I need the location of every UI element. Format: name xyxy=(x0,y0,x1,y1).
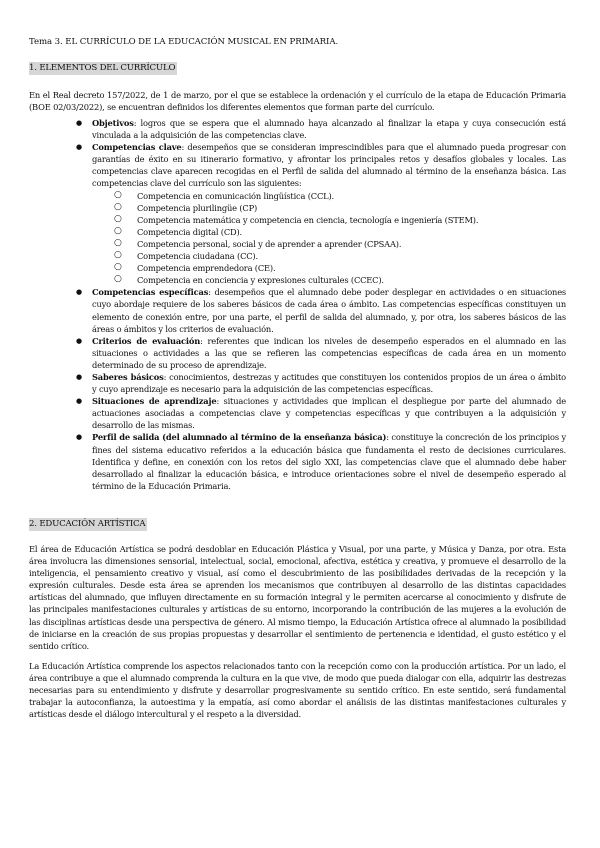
sub-item: ○ Competencia emprendedora (CE). xyxy=(114,262,276,274)
bullet-icon: ● xyxy=(76,372,82,381)
list-item-situaciones-aprendizaje xyxy=(29,395,566,431)
curriculum-elements-list xyxy=(29,117,566,492)
item-term: Perfil de salida (del alumnado al término de la enseñanza básica) xyxy=(92,432,387,443)
key-competences-list xyxy=(92,190,566,287)
item-term: Saberes básicos xyxy=(92,371,164,382)
circle-bullet-icon: ○ xyxy=(114,262,122,273)
bullet-icon: ● xyxy=(76,336,82,345)
circle-bullet-icon: ○ xyxy=(114,201,122,212)
circle-bullet-icon: ○ xyxy=(114,225,122,236)
sub-item: ○ Competencia en comunicación lingüística (CCL). xyxy=(114,189,334,201)
bullet-icon: ● xyxy=(76,397,82,406)
bullet-icon: ● xyxy=(76,288,82,297)
sub-item: ○ Competencia plurilingüe (CP) xyxy=(114,201,258,213)
list-item-competencias-especificas xyxy=(29,286,566,334)
circle-bullet-icon: ○ xyxy=(114,250,122,261)
item-term: Competencias específicas xyxy=(92,287,209,298)
list-item-competencias-clave xyxy=(29,141,566,286)
list-item-saberes-basicos xyxy=(29,371,566,395)
circle-bullet-icon: ○ xyxy=(114,213,122,224)
section-1-heading: 1. ELEMENTOS DEL CURRÍCULO xyxy=(29,63,176,73)
bullet-icon: ● xyxy=(76,433,82,442)
list-item-perfil-salida xyxy=(29,431,566,491)
circle-bullet-icon: ○ xyxy=(114,237,122,248)
section-2-heading: 2. EDUCACIÓN ARTÍSTICA xyxy=(29,519,146,529)
circle-bullet-icon: ○ xyxy=(114,189,122,200)
bullet-icon: ● xyxy=(76,143,82,152)
section-1-intro: En el Real decreto 157/2022, de 1 de marzo, por el que se establece la ordenación y el currículo de la etapa de Educación Primaria (BOE 02/03/2022), se encuentran definidos los diferentes elementos que forman parte del currículo. xyxy=(29,90,566,113)
item-text: : desempeños que el alumnado debe poder desplegar en actividades o en situaciones cuyo abordaje requiere de los saberes básicos de cada área o ámbito. Las competencias específicas constituyen un elemento de conexión entre, por una parte, el perfil de salida del alumnado, y, por otra, los saberes básicos de las áreas o ámbitos y los criterios de evaluación. xyxy=(92,287,567,334)
item-text: : referentes que indican los niveles de desempeño esperados en el alumnado en las situaciones o actividades a las que se refieren las competencias específicas de cada área en un momento determinado de su proceso de aprendizaje. xyxy=(92,335,566,370)
section-2-paragraph-2: La Educación Artística comprende los aspectos relacionados tanto con la recepción como con la producción artística. Por un lado, el área contribuye a que el alumnado comprenda la cultura en la que vive, de modo que pueda dialogar con ella, adquirir las destrezas necesarias para su entendimiento y disfrute y desarrollar progresivamente su sentido crítico. En este sentido, será fundamental trabajar la autoconfianza, la autoestima y la empatía, así como abordar el análisis de las distintas manifestaciones culturales y artísticas desde el diálogo intercultural y el respeto a la diversidad. xyxy=(29,661,566,720)
item-term: Situaciones de aprendizaje xyxy=(92,396,217,407)
list-item-objetivos xyxy=(29,117,566,141)
circle-bullet-icon: ○ xyxy=(114,274,122,285)
document-title: Tema 3. EL CURRÍCULO DE LA EDUCACIÓN MUSICAL EN PRIMARIA. xyxy=(29,37,339,47)
item-text: : constituye la concreción de los principios y fines del sistema educativo referidos a la educación básica que fundamenta el resto de decisiones curriculares. Identifica y define, en conexión con los retos del siglo XXI, las competencias clave que el alumnado debe haber desarrollado al finalizar la educación básica, e introduce orientaciones sobre el nivel de desempeño esperado al término de la Educación Primaria. xyxy=(92,432,566,491)
bullet-icon: ● xyxy=(76,119,82,127)
section-2-paragraph-1: El área de Educación Artística se podrá desdoblar en Educación Plástica y Visual, por una parte, y Música y Danza, por otra. Esta área involucra las dimensiones sensorial, intelectual, social, emocional, afectiva, estética y creativa, y promueve el desarrollo de la inteligencia, el pensamiento creativo y visual, así como el descubrimiento de las posibilidades derivadas de la recepción y la expresión culturales. Desde esta área se aprenden los mecanismos que contribuyen al desarrollo de las distintas capacidades artísticas del alumnado, que influyen directamente en su formación integral y le permiten acercarse al conocimiento y disfrute de las principales manifestaciones culturales y artísticas de su entorno, incorporando la contribución de las mujeres a la evolución de las disciplinas artísticas desde una perspectiva de género. Al mismo tiempo, la Educación Artística ofrece al alumnado la posibilidad de iniciarse en la creación de sus propias propuestas y desarrollar el sentimiento de pertenencia e identidad, el gusto estético y el sentido crítico. xyxy=(29,544,566,651)
item-text: : situaciones y actividades que implican el despliegue por parte del alumnado de actuaciones asociadas a competencias clave y competencias específicas y que contribuyen a la adquisición y desarrollo de las mismas. xyxy=(92,396,566,431)
sub-item: ○ Competencia ciudadana (CC). xyxy=(114,250,258,262)
item-term: Criterios de evaluación xyxy=(92,335,201,346)
list-item-criterios-evaluacion xyxy=(29,335,566,371)
sub-item: ○ Competencia personal, social y de aprender a aprender (CPSAA). xyxy=(114,237,402,249)
item-text: : conocimientos, destrezas y actitudes que constituyen los contenidos propios de un área o ámbito y cuyo aprendizaje es necesario para la adquisición de las competencias específicas. xyxy=(92,371,566,395)
sub-item: ○ Competencia digital (CD). xyxy=(114,225,243,237)
item-term: Objetivos xyxy=(92,118,134,128)
item-term: Competencias clave xyxy=(92,142,182,153)
item-text: : logros que se espera que el alumnado haya alcanzado al finalizar la etapa y cuya consecución está vinculada a la adquisición de las competencias clave. xyxy=(92,118,566,141)
item-text: : desempeños que se consideran imprescindibles para que el alumnado pueda progresar con garantías de éxito en su itinerario formativo, y afrontar los principales retos y desafíos globales y locales. Las competencias clave aparecen recogidas en el Perfil de salida del alumnado al término de la enseñanza básica. Las competencias clave del currículo son las siguientes: xyxy=(92,142,566,189)
sub-item: ○ Competencia matemática y competencia en ciencia, tecnología e ingeniería (STEM). xyxy=(114,213,479,225)
sub-item: ○ Competencia en conciencia y expresiones culturales (CCEC). xyxy=(114,274,384,286)
